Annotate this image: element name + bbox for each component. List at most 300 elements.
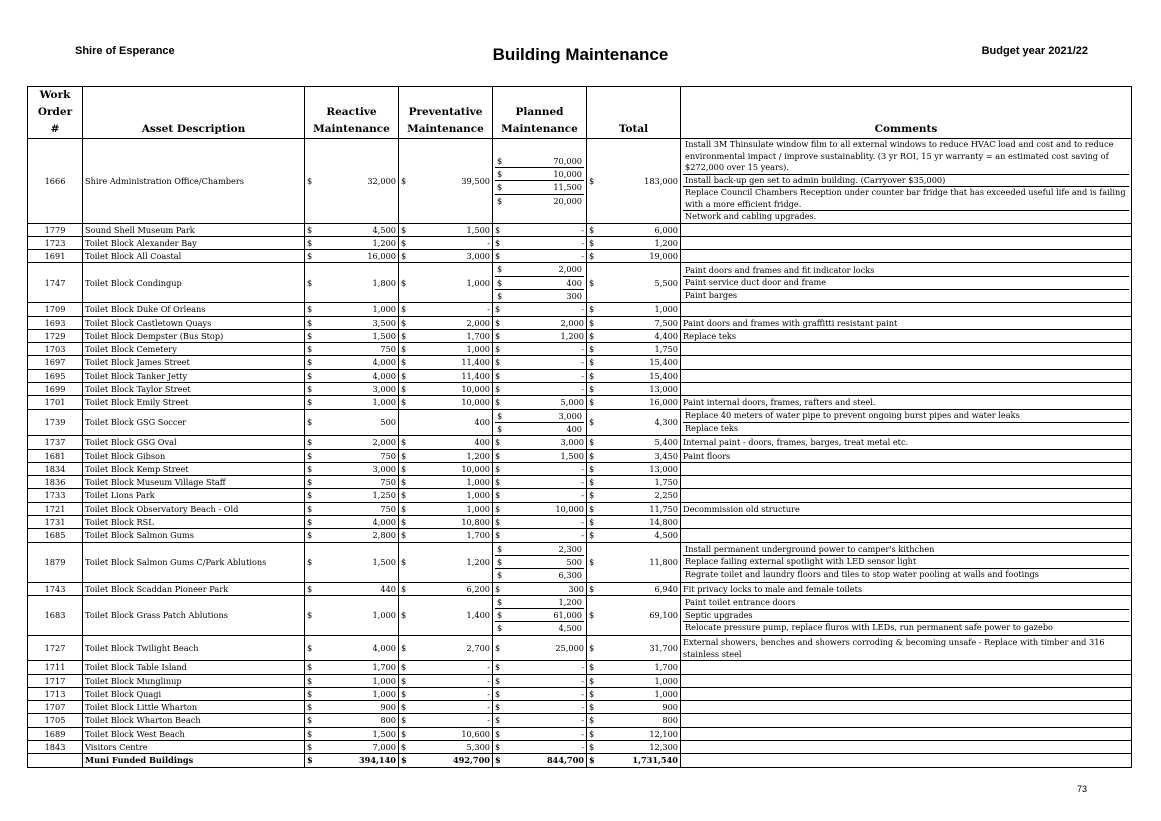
table-row [28, 687, 1132, 700]
amount-value: 900 [380, 702, 396, 713]
currency-symbol: $ [589, 556, 595, 567]
total-cell [587, 516, 681, 529]
asset-description-cell: Toilet Block Emily Street [83, 396, 305, 409]
asset-description-cell: Toilet Block Taylor Street [83, 383, 305, 396]
table-row [28, 303, 1132, 316]
amount-value: 61,000 [553, 610, 582, 621]
asset-description-cell: Toilet Lions Park [83, 489, 305, 502]
total-cell [587, 727, 681, 740]
work-order-cell: 1843 [28, 741, 83, 754]
currency-symbol: $ [589, 370, 595, 381]
amount-value: - [487, 304, 490, 315]
currency-symbol: $ [495, 755, 501, 766]
comment-line: Install back-up gen set to admin building. (Carryover $35,000) [683, 174, 1129, 187]
total-cell [587, 701, 681, 714]
amount-value: - [581, 490, 584, 501]
reactive-cell [305, 436, 399, 449]
amount-value: 1,400 [466, 610, 490, 621]
comments-cell [681, 383, 1132, 396]
currency-symbol: $ [589, 662, 595, 673]
currency-symbol: $ [495, 477, 501, 488]
currency-symbol: $ [401, 675, 407, 686]
work-order-cell: 1681 [28, 449, 83, 462]
currency-symbol: $ [401, 370, 407, 381]
total-cell [587, 462, 681, 475]
currency-symbol: $ [589, 728, 595, 739]
planned-cell [493, 741, 587, 754]
planned-cell [493, 529, 587, 542]
preventative-cell [399, 343, 493, 356]
amount-value: 12,300 [649, 742, 678, 753]
preventative-cell [399, 476, 493, 489]
asset-description-cell: Toilet Block Scaddan Pioneer Park [83, 582, 305, 595]
amount-value: 300 [566, 290, 582, 301]
currency-symbol: $ [401, 437, 407, 448]
currency-symbol: $ [589, 742, 595, 753]
asset-description-cell: Toilet Block West Beach [83, 727, 305, 740]
amount-value: 10,800 [461, 517, 490, 528]
currency-symbol: $ [307, 728, 313, 739]
comments-cell [681, 489, 1132, 502]
work-order-cell: 1747 [28, 263, 83, 303]
amount-value: 10,000 [461, 463, 490, 474]
work-order-cell: 1737 [28, 436, 83, 449]
comments-cell [681, 529, 1132, 542]
reactive-cell [305, 250, 399, 263]
asset-description-cell: Toilet Block Salmon Gums [83, 529, 305, 542]
amount-value: 1,750 [654, 344, 678, 355]
reactive-cell [305, 674, 399, 687]
amount-value: 4,400 [654, 330, 678, 341]
totals-label: Muni Funded Buildings [83, 754, 305, 767]
preventative-cell [399, 489, 493, 502]
table-row [28, 529, 1132, 542]
amount-value: 1,800 [372, 277, 396, 288]
work-order-cell: 1699 [28, 383, 83, 396]
amount-value: 15,400 [649, 370, 678, 381]
amount-value: 1,500 [466, 224, 490, 235]
table-row [28, 674, 1132, 687]
asset-description-cell: Visitors Centre [83, 741, 305, 754]
planned-line [495, 410, 584, 422]
amount-value: - [581, 370, 584, 381]
planned-line [495, 422, 584, 435]
comments-cell [681, 250, 1132, 263]
currency-symbol: $ [497, 570, 503, 581]
work-order-cell: 1834 [28, 462, 83, 475]
comment-line: Relocate pressure pump, replace fluros with LEDs, run permanent safe power to gazebo [683, 621, 1129, 634]
currency-symbol: $ [495, 662, 501, 673]
asset-description-cell: Sound Shell Museum Park [83, 223, 305, 236]
amount-value: 11,400 [461, 357, 490, 368]
work-order-cell: 1709 [28, 303, 83, 316]
amount-value: 4,000 [372, 357, 396, 368]
amount-value: - [581, 384, 584, 395]
amount-value: 31,700 [649, 642, 678, 653]
total-cell [587, 449, 681, 462]
asset-description-cell: Toilet Block Wharton Beach [83, 714, 305, 727]
amount-value: 1,500 [560, 450, 584, 461]
work-order-cell: 1703 [28, 343, 83, 356]
amount-value: - [487, 237, 490, 248]
currency-symbol: $ [307, 702, 313, 713]
amount-value: - [487, 702, 490, 713]
planned-line [495, 596, 584, 608]
currency-symbol: $ [401, 517, 407, 528]
header-reactive: Reactive Maintenance [305, 87, 399, 139]
amount-value: 1,500 [372, 728, 396, 739]
comments-cell [681, 674, 1132, 687]
comments-cell [681, 701, 1132, 714]
currency-symbol: $ [307, 755, 313, 766]
amount-value: 12,100 [649, 728, 678, 739]
reactive-cell [305, 595, 399, 635]
amount-value: 5,300 [466, 742, 490, 753]
currency-symbol: $ [497, 423, 503, 434]
header-planned: Planned Maintenance [493, 87, 587, 139]
reactive-cell [305, 316, 399, 329]
planned-line [495, 263, 584, 275]
reactive-cell [305, 714, 399, 727]
amount-value: 11,800 [649, 556, 678, 567]
table-row [28, 542, 1132, 582]
asset-description-cell: Toilet Block Table Island [83, 661, 305, 674]
comments-cell: Paint internal doors, frames, rafters and steel. [681, 396, 1132, 409]
planned-cell [493, 635, 587, 661]
preventative-cell [399, 356, 493, 369]
currency-symbol: $ [589, 384, 595, 395]
header-work-order: Work Order # [28, 87, 83, 139]
table-row [28, 356, 1132, 369]
currency-symbol: $ [589, 702, 595, 713]
planned-cell [493, 343, 587, 356]
planned-line [495, 608, 584, 621]
total-cell [587, 502, 681, 515]
table-row [28, 727, 1132, 740]
amount-value: 4,000 [372, 370, 396, 381]
currency-symbol: $ [307, 330, 313, 341]
currency-symbol: $ [307, 384, 313, 395]
amount-value: 1,700 [466, 530, 490, 541]
amount-value: - [581, 463, 584, 474]
work-order-cell: 1723 [28, 236, 83, 249]
amount-value: 1,000 [466, 490, 490, 501]
planned-cell [493, 687, 587, 700]
comment-line: Replace 40 meters of water pipe to prevent ongoing burst pipes and water leaks [685, 410, 1020, 421]
work-order-cell: 1879 [28, 542, 83, 582]
comments-cell [681, 343, 1132, 356]
reactive-cell [305, 343, 399, 356]
comment-line: Regrate toilet and laundry floors and tiles to stop water pooling at walls and footings [683, 568, 1129, 581]
amount-value: 4,500 [654, 530, 678, 541]
amount-value: 10,000 [555, 503, 584, 514]
amount-value: 1,200 [654, 237, 678, 248]
amount-value: 1,000 [466, 277, 490, 288]
amount-value: - [487, 675, 490, 686]
comments-cell [681, 303, 1132, 316]
planned-line [495, 555, 584, 568]
preventative-cell [399, 674, 493, 687]
planned-cell [493, 502, 587, 515]
currency-symbol: $ [307, 357, 313, 368]
reactive-cell [305, 516, 399, 529]
planned-cell [493, 263, 587, 303]
work-order-cell: 1705 [28, 714, 83, 727]
budget-year: Budget year 2021/22 [981, 45, 1088, 57]
preventative-cell [399, 236, 493, 249]
planned-cell [493, 449, 587, 462]
currency-symbol: $ [497, 623, 503, 634]
amount-value: 2,000 [466, 317, 490, 328]
preventative-cell [399, 263, 493, 303]
table-row [28, 595, 1132, 635]
planned-cell [493, 409, 587, 436]
asset-description-cell: Toilet Block Condingup [83, 263, 305, 303]
amount-value: 4,300 [654, 417, 678, 428]
comments-cell [681, 476, 1132, 489]
currency-symbol: $ [589, 437, 595, 448]
amount-value: 1,700 [372, 662, 396, 673]
reactive-cell [305, 236, 399, 249]
amount-value: 13,000 [649, 384, 678, 395]
currency-symbol: $ [589, 715, 595, 726]
preventative-cell [399, 714, 493, 727]
asset-description-cell: Toilet Block All Coastal [83, 250, 305, 263]
totals-reactive-cell [305, 754, 399, 767]
comment-line: Septic upgrades [683, 609, 1129, 622]
planned-cell [493, 476, 587, 489]
currency-symbol: $ [589, 530, 595, 541]
amount-value: 1,000 [372, 304, 396, 315]
reactive-cell [305, 635, 399, 661]
planned-cell [493, 223, 587, 236]
amount-value: 1,500 [372, 330, 396, 341]
comment-line: Replace Council Chambers Reception under counter bar fridge that has exceeded useful life and is failing with a more efficient fridge. [683, 186, 1129, 210]
amount-value: 1,000 [372, 610, 396, 621]
totals-comments-cell [681, 754, 1132, 767]
currency-symbol: $ [401, 728, 407, 739]
comments-cell: External showers, benches and showers corroding & becoming unsafe - Replace with timber and 316 stainless steel [681, 635, 1132, 661]
currency-symbol: $ [495, 251, 501, 262]
table-row [28, 409, 1132, 436]
table-row [28, 741, 1132, 754]
planned-cell [493, 329, 587, 342]
amount-value: 1,000 [372, 397, 396, 408]
comments-cell [681, 687, 1132, 700]
reactive-cell [305, 502, 399, 515]
comments-cell: Decommission old structure [681, 502, 1132, 515]
comments-cell: Paint floors [681, 449, 1132, 462]
preventative-cell [399, 250, 493, 263]
planned-line [495, 180, 584, 193]
asset-description-cell: Toilet Block Little Wharton [83, 701, 305, 714]
planned-cell [493, 250, 587, 263]
currency-symbol: $ [495, 530, 501, 541]
planned-cell [493, 727, 587, 740]
comments-cell: Paint doors and frames with graffitti resistant paint [681, 316, 1132, 329]
amount-value: 183,000 [644, 175, 678, 186]
amount-value: - [581, 517, 584, 528]
table-row [28, 582, 1132, 595]
amount-value: 1,250 [372, 490, 396, 501]
amount-value: 4,500 [558, 623, 582, 634]
table-row [28, 476, 1132, 489]
work-order-cell: 1779 [28, 223, 83, 236]
amount-value: - [581, 675, 584, 686]
preventative-cell [399, 582, 493, 595]
currency-symbol: $ [401, 755, 407, 766]
amount-value: 6,300 [558, 570, 582, 581]
currency-symbol: $ [401, 642, 407, 653]
currency-symbol: $ [401, 463, 407, 474]
work-order-cell: 1697 [28, 356, 83, 369]
total-cell [587, 476, 681, 489]
amount-value: 1,000 [466, 477, 490, 488]
currency-symbol: $ [495, 384, 501, 395]
reactive-cell [305, 727, 399, 740]
comment-line: Network and cabling upgrades. [683, 210, 1129, 223]
currency-symbol: $ [589, 317, 595, 328]
amount-value: 10,600 [461, 728, 490, 739]
asset-description-cell: Toilet Block Munglinup [83, 674, 305, 687]
currency-symbol: $ [589, 503, 595, 514]
currency-symbol: $ [589, 675, 595, 686]
currency-symbol: $ [497, 410, 503, 421]
organisation-name: Shire of Esperance [75, 45, 175, 57]
work-order-cell: 1707 [28, 701, 83, 714]
work-order-cell: 1689 [28, 727, 83, 740]
planned-cell [493, 462, 587, 475]
comments-cell: Fit privacy locks to male and female toilets [681, 582, 1132, 595]
currency-symbol: $ [589, 344, 595, 355]
amount-value: 10,000 [461, 384, 490, 395]
amount-value: 1,000 [466, 344, 490, 355]
amount-value: 20,000 [553, 195, 582, 206]
currency-symbol: $ [307, 175, 313, 186]
comment-line: Paint doors and frames and fit indicator locks [685, 264, 875, 275]
header-preventative: Preventative Maintenance [399, 87, 493, 139]
comments-cell [681, 727, 1132, 740]
currency-symbol: $ [307, 277, 313, 288]
currency-symbol: $ [401, 317, 407, 328]
amount-value: 1,200 [466, 450, 490, 461]
currency-symbol: $ [401, 702, 407, 713]
work-order-cell: 1733 [28, 489, 83, 502]
currency-symbol: $ [495, 642, 501, 653]
reactive-cell [305, 661, 399, 674]
table-row [28, 263, 1132, 303]
total-cell [587, 489, 681, 502]
asset-description-cell: Toilet Block Twilight Beach [83, 635, 305, 661]
currency-symbol: $ [401, 556, 407, 567]
amount-value: 1,000 [654, 675, 678, 686]
currency-symbol: $ [307, 642, 313, 653]
amount-value: 3,000 [372, 384, 396, 395]
currency-symbol: $ [307, 463, 313, 474]
currency-symbol: $ [307, 317, 313, 328]
amount-value: 4,000 [372, 517, 396, 528]
asset-description-cell: Toilet Block Kemp Street [83, 462, 305, 475]
amount-value: 3,000 [560, 437, 584, 448]
currency-symbol: $ [589, 755, 595, 766]
amount-value: 750 [380, 503, 396, 514]
preventative-cell [399, 436, 493, 449]
amount-value: 750 [380, 450, 396, 461]
reactive-cell [305, 223, 399, 236]
currency-symbol: $ [307, 477, 313, 488]
asset-description-cell: Toilet Block Alexander Bay [83, 236, 305, 249]
amount-value: 3,000 [558, 410, 582, 421]
preventative-cell [399, 139, 493, 224]
total-cell [587, 250, 681, 263]
currency-symbol: $ [495, 675, 501, 686]
amount-value: 6,200 [466, 583, 490, 594]
work-order-cell: 1729 [28, 329, 83, 342]
reactive-cell [305, 409, 399, 436]
work-order-cell: 1693 [28, 316, 83, 329]
planned-line [495, 289, 584, 302]
totals-planned-cell [493, 754, 587, 767]
comments-cell: Replace teks [681, 329, 1132, 342]
planned-cell [493, 701, 587, 714]
comment-line: Replace teks [683, 422, 1129, 435]
comments-cell [681, 139, 1132, 224]
currency-symbol: $ [401, 384, 407, 395]
amount-value: 16,000 [367, 251, 396, 262]
work-order-cell: 1731 [28, 516, 83, 529]
planned-cell [493, 489, 587, 502]
currency-symbol: $ [307, 370, 313, 381]
planned-cell [493, 542, 587, 582]
comments-cell [681, 661, 1132, 674]
comments-cell [681, 409, 1132, 436]
amount-value: - [581, 688, 584, 699]
amount-value: 300 [568, 583, 584, 594]
currency-symbol: $ [307, 251, 313, 262]
work-order-cell: 1743 [28, 582, 83, 595]
preventative-cell [399, 595, 493, 635]
planned-cell [493, 396, 587, 409]
amount-value: 1,500 [372, 556, 396, 567]
planned-cell [493, 303, 587, 316]
total-cell [587, 741, 681, 754]
asset-description-cell: Toilet Block Tanker Jetty [83, 369, 305, 382]
comments-cell [681, 462, 1132, 475]
asset-description-cell: Toilet Block Quagi [83, 687, 305, 700]
comments-cell [681, 236, 1132, 249]
currency-symbol: $ [589, 610, 595, 621]
currency-symbol: $ [495, 437, 501, 448]
currency-symbol: $ [497, 277, 503, 288]
preventative-cell [399, 516, 493, 529]
work-order-cell: 1739 [28, 409, 83, 436]
currency-symbol: $ [401, 715, 407, 726]
currency-symbol: $ [401, 530, 407, 541]
asset-description-cell: Toilet Block Observatory Beach - Old [83, 502, 305, 515]
currency-symbol: $ [589, 251, 595, 262]
total-cell [587, 303, 681, 316]
amount-value: - [487, 662, 490, 673]
currency-symbol: $ [401, 742, 407, 753]
amount-value: 2,800 [372, 530, 396, 541]
currency-symbol: $ [307, 675, 313, 686]
currency-symbol: $ [401, 397, 407, 408]
currency-symbol: $ [401, 237, 407, 248]
amount-value: 32,000 [367, 175, 396, 186]
preventative-cell [399, 462, 493, 475]
amount-value: 11,400 [461, 370, 490, 381]
reactive-cell [305, 303, 399, 316]
